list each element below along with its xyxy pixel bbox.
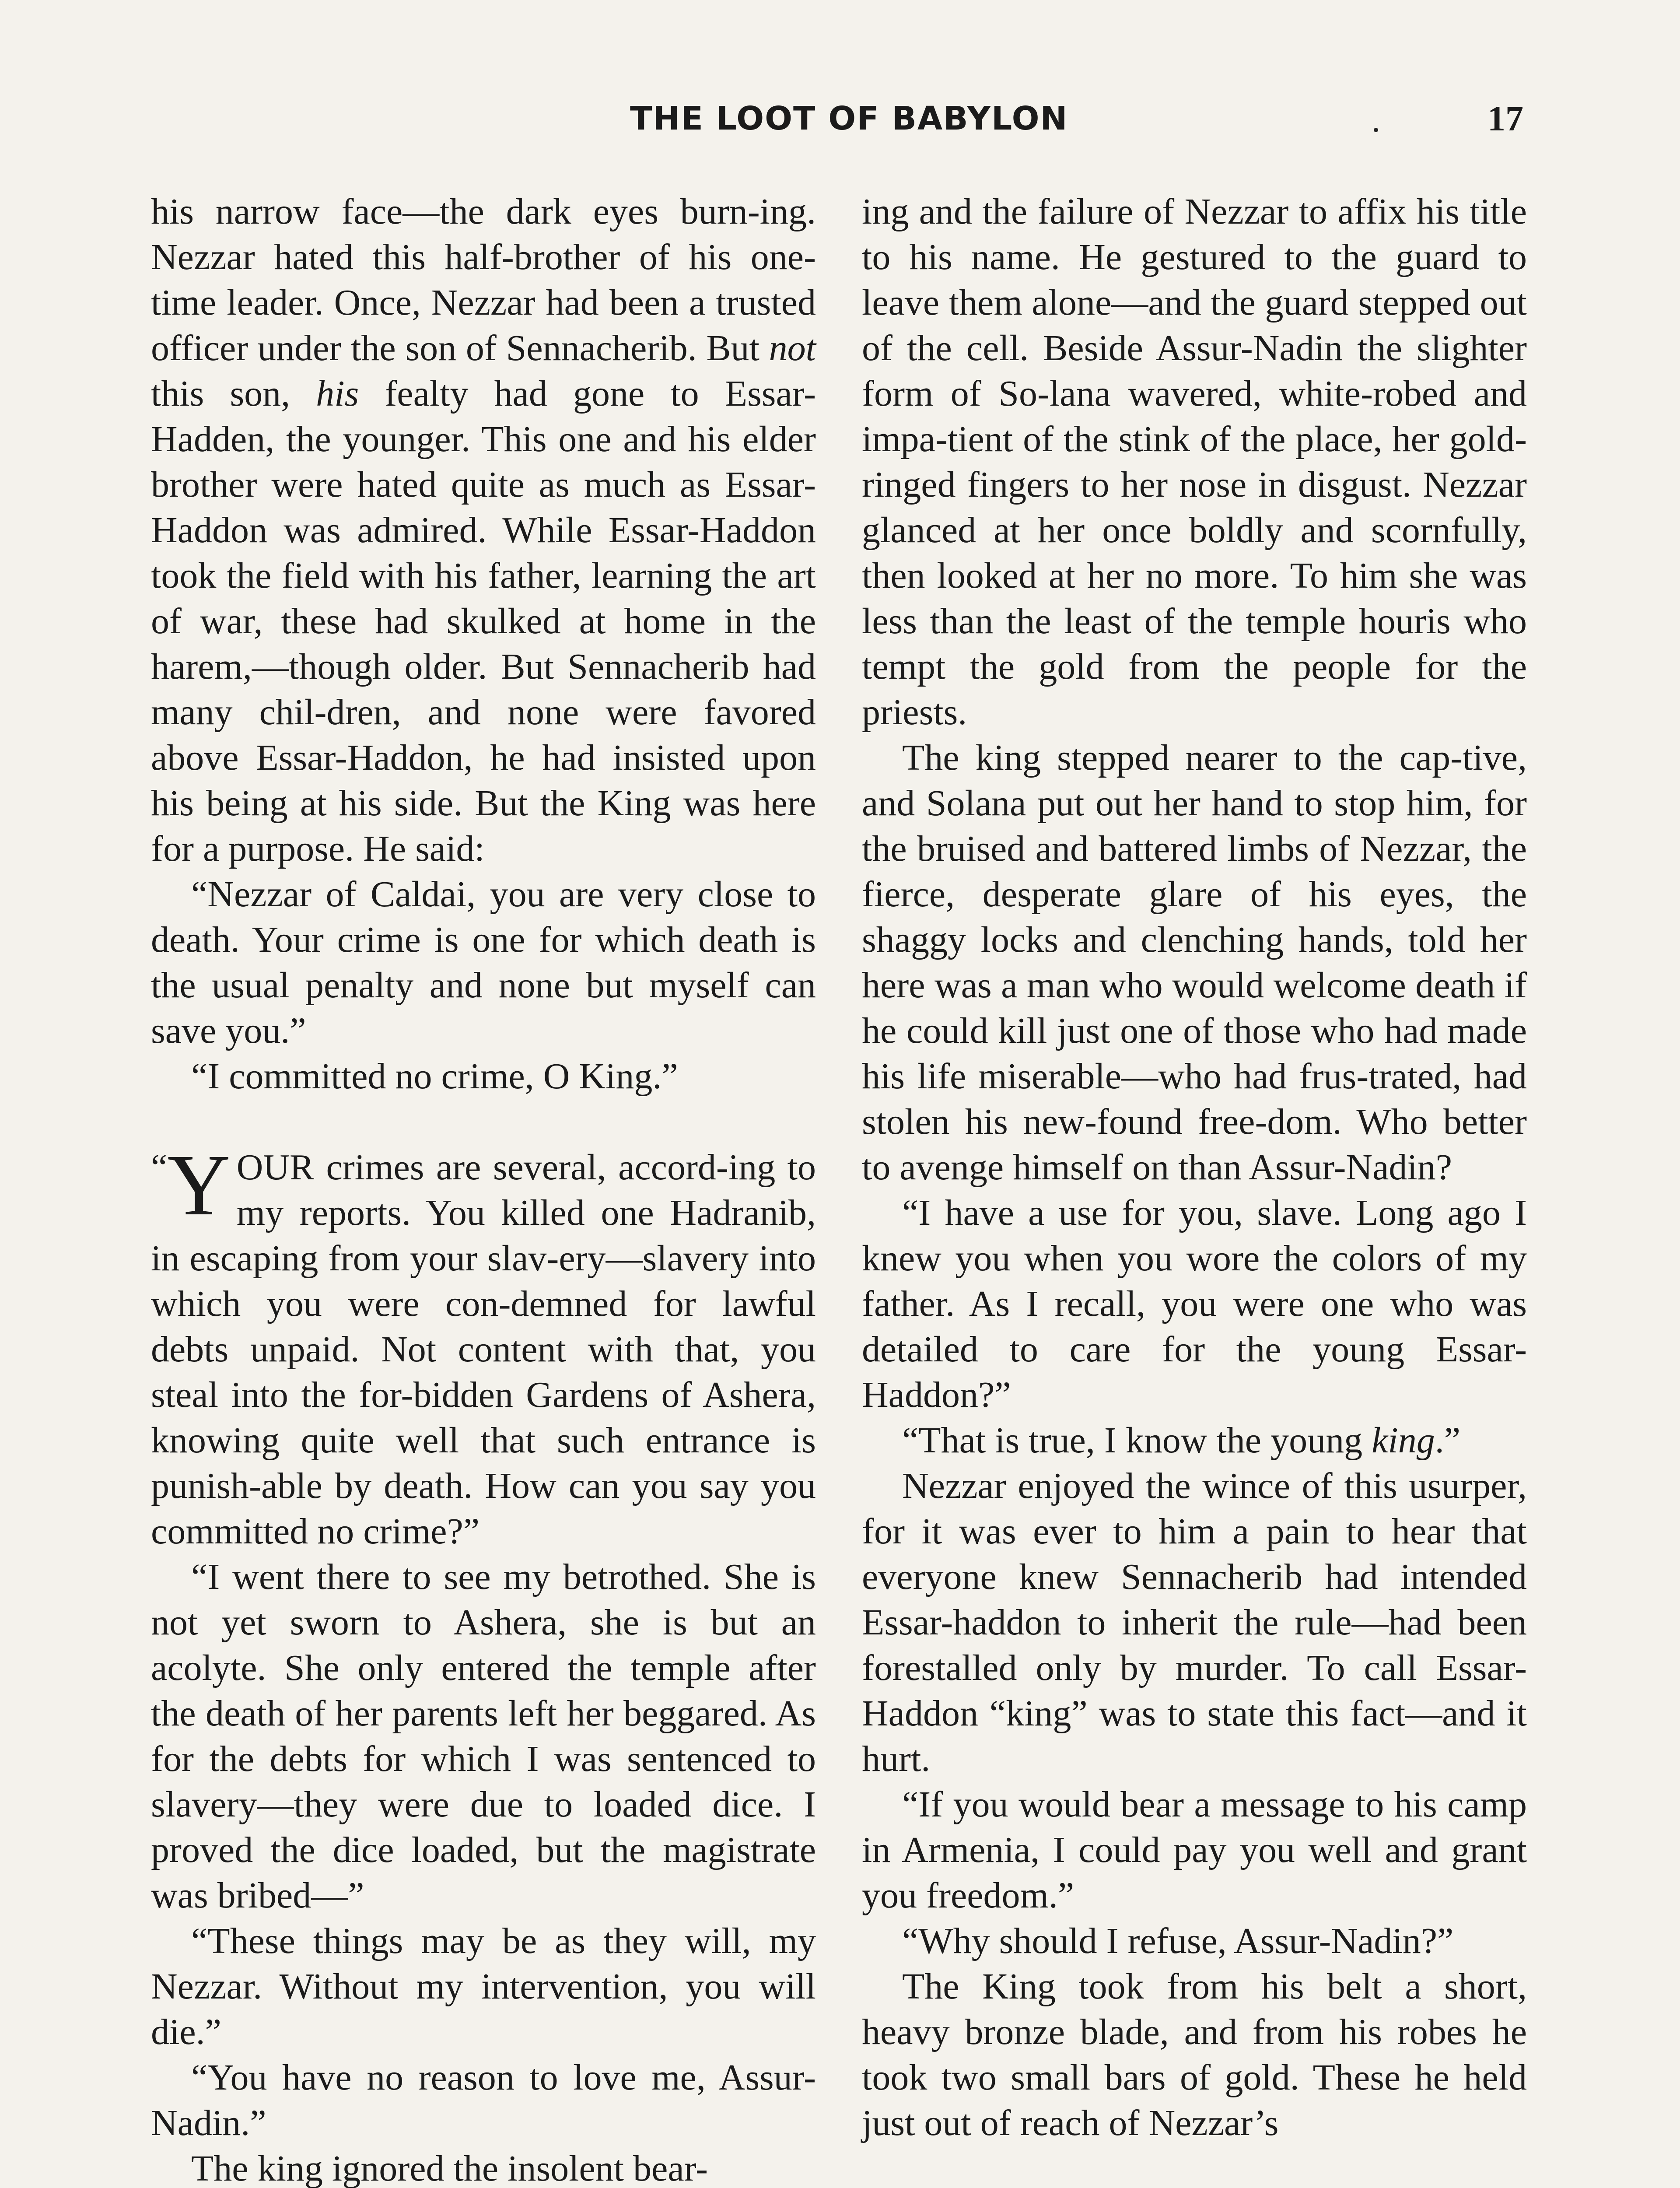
paragraph: “That is true, I know the young king.” (902, 1420, 1461, 1461)
paragraph: “You have no reason to love me, Assur-Nadin.” (151, 2057, 816, 2143)
paragraph: The king stepped nearer to the cap-tive, and Solana put out her hand to stop him, for the bruised and battered limbs of Nezzar, the fierce, desperate glare of his eyes, the shaggy locks and clenching hands, told her here was a man who would welcome death if he could kill just one of those who had made his life miserable—who had frus-trated, had stolen his new-found free-dom. Who better to avenge himself on than Assur-Nadin? (862, 737, 1527, 1188)
header-dot (1374, 128, 1378, 132)
paragraph: The king ignored the insolent bear- (191, 2148, 708, 2188)
paragraph: his narrow face—the dark eyes burn-ing. Nezzar hated this half-brother of his one-time leader. Once, Nezzar had been a trusted officer under the son of Sennacherib. But not this son, his fealty had gone to Essar-Hadden, the younger. This one and his elder brother were hated quite as much as Essar-Haddon was admired. While Essar-Haddon took the field with his father, learning the art of war, these had skulked at home in the harem,—though older. But Sennacherib had many chil-dren, and none were favored above Essar-Haddon, he had insisted upon his being at his side. But the King was here for a purpose. He said: (151, 191, 816, 869)
paragraph: The King took from his belt a short, heavy bronze blade, and from his robes he took two small bars of gold. These he held just out of reach of Nezzar’s (862, 1966, 1527, 2143)
left-column (151, 189, 816, 2188)
paragraph: “These things may be as they will, my Nezzar. Without my intervention, you will die.” (151, 1921, 816, 2052)
drop-cap: Y (167, 1137, 231, 1234)
paragraph: “I have a use for you, slave. Long ago I knew you when you wore the colors of my father. As I recall, you were one who was detailed to care for the young Essar-Haddon?” (862, 1192, 1527, 1415)
running-title: THE LOOT OF BABYLON (630, 100, 1068, 137)
paragraph: “I committed no crime, O King.” (191, 1056, 678, 1097)
paragraph: Nezzar enjoyed the wince of this usurper, for it was ever to him a pain to hear that everyone knew Sennacherib had intended Essar-haddon to inherit the rule—had been forestalled only by murder. To call Essar-Haddon “king” was to state this fact—and it hurt. (862, 1466, 1527, 1779)
paragraph: “Why should I refuse, Assur-Nadin?” (902, 1921, 1454, 1961)
page-number: 17 (1488, 98, 1523, 138)
paragraph: “If you would bear a message to his camp in Armenia, I could pay you well and grant you freedom.” (862, 1784, 1527, 1916)
paragraph-dropcap: “ Y OUR crimes are several, accord-ing to my reports. You killed one Hadranib, in escaping from your slav-ery—slavery into which you were con-demned for lawful debts unpaid. Not content with that, you steal into the for-bidden Gardens of Ashera, knowing quite well that such entrance is punish-able by death. How can you say you committed no crime?” (151, 1137, 816, 1552)
paragraph: “Nezzar of Caldai, you are very close to death. Your crime is one for which death is the usual penalty and none but myself can save you.” (151, 874, 816, 1051)
paragraph: ing and the failure of Nezzar to affix his title to his name. He gestured to the guard to leave them alone—and the guard stepped out of the cell. Beside Assur-Nadin the slighter form of So-lana wavered, white-robed and impa-tient of the stink of the place, her gold-ringed fingers to her nose in disgust. Nezzar glanced at her once boldly and scornfully, then looked at her no more. To him she was less than the least of the temple houris who tempt the gold from the people for the priests. (862, 191, 1527, 733)
paragraph: “I went there to see my betrothed. She is not yet sworn to Ashera, she is but an acolyte. She only entered the temple after the death of her parents left her beggared. As for the debts for which I was sentenced to slavery—they were due to loaded dice. I proved the dice loaded, but the magistrate was bribed—” (151, 1557, 816, 1916)
right-column (862, 189, 1527, 2146)
